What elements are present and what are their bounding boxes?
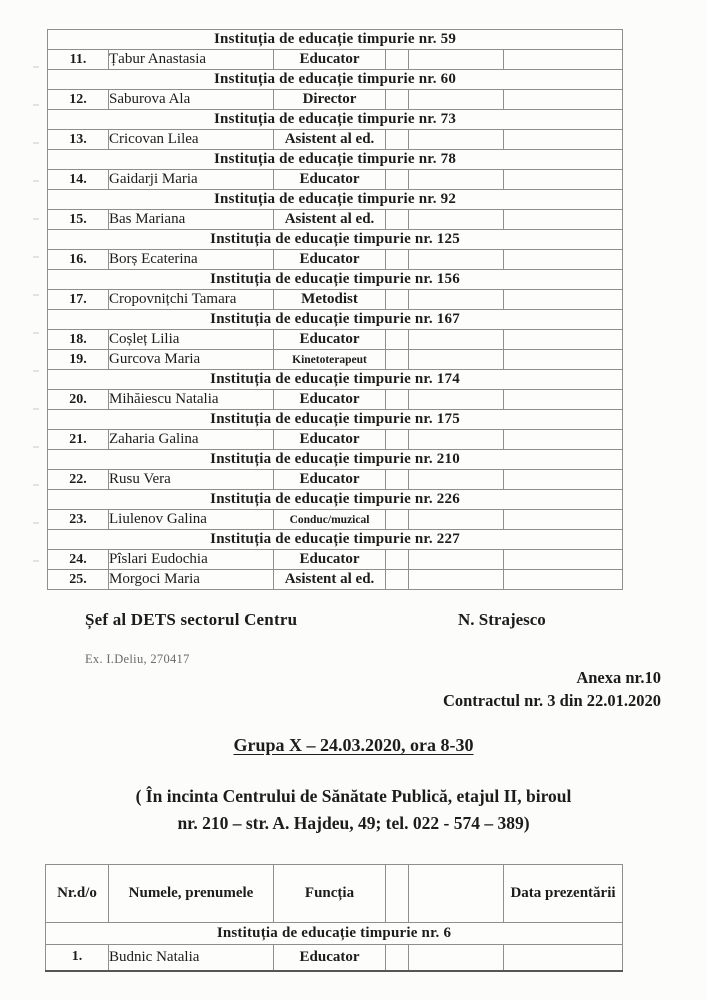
person-row [48,330,623,350]
person-name: Borș Ecaterina [109,250,274,270]
institution-row [48,30,623,50]
person-name: Gaidarji Maria [109,170,274,190]
annex-line-2: Contractul nr. 3 din 22.01.2020 [442,691,661,710]
empty-cell [386,570,409,590]
person-row [48,390,623,410]
row-number: 25. [48,570,109,590]
person-function: Asistent al ed. [274,570,386,590]
annex-line-1: Anexa nr.10 [576,668,661,687]
empty-cell [409,430,504,450]
institution-label: Instituția de educație timpurie nr. 60 [48,70,623,90]
institution-row [48,230,623,250]
empty-cell [504,550,623,570]
person-row [48,90,623,110]
empty-cell [504,945,623,971]
institution-label: Instituția de educație timpurie nr. 167 [48,310,623,330]
person-row [48,570,623,590]
row-number: 1. [46,945,109,971]
empty-cell [386,550,409,570]
person-function: Educator [274,470,386,490]
institution-label: Instituția de educație timpurie nr. 6 [46,923,623,945]
empty-cell [409,390,504,410]
row-number: 23. [48,510,109,530]
row-number: 20. [48,390,109,410]
empty-cell [504,250,623,270]
empty-cell [386,390,409,410]
empty-cell [409,350,504,370]
person-name: Saburova Ala [109,90,274,110]
institution-row [48,410,623,430]
empty-cell [504,390,623,410]
person-row [48,210,623,230]
institution-label: Instituția de educație timpurie nr. 210 [48,450,623,470]
empty-cell [504,510,623,530]
person-name: Pîslari Eudochia [109,550,274,570]
row-number: 21. [48,430,109,450]
empty-cell [504,90,623,110]
person-function: Educator [274,170,386,190]
institution-row [48,530,623,550]
empty-cell [386,50,409,70]
group-heading: Grupa X – 24.03.2020, ora 8-30 [233,735,474,755]
person-row [48,250,623,270]
person-row [48,290,623,310]
empty-cell [504,130,623,150]
empty-cell [386,210,409,230]
empty-cell [409,130,504,150]
row-number: 19. [48,350,109,370]
empty-cell [409,510,504,530]
person-function: Asistent al ed. [274,130,386,150]
empty-cell [409,50,504,70]
lower-table-header-row [46,865,623,923]
empty-cell [504,330,623,350]
row-number: 11. [48,50,109,70]
institution-row [48,450,623,470]
column-header: Nr.d/o [46,865,109,923]
venue-address [30,783,677,837]
empty-cell [386,945,409,971]
institution-label: Instituția de educație timpurie nr. 78 [48,150,623,170]
empty-cell [409,290,504,310]
empty-cell [409,570,504,590]
institution-row [48,110,623,130]
institution-row [48,70,623,90]
empty-cell [504,50,623,70]
roster-table-lower [45,864,623,972]
empty-cell [504,570,623,590]
person-row [48,550,623,570]
person-name: Cricovan Lilea [109,130,274,150]
column-header: Data prezentării [504,865,623,923]
empty-cell [409,170,504,190]
person-name: Mihăiescu Natalia [109,390,274,410]
empty-cell [504,170,623,190]
empty-cell [409,250,504,270]
signature-name: N. Strajesco [458,610,546,629]
column-header-empty [409,865,504,923]
row-number: 15. [48,210,109,230]
person-name: Morgoci Maria [109,570,274,590]
empty-cell [409,90,504,110]
person-row [46,945,623,971]
institution-row [48,370,623,390]
person-function: Director [274,90,386,110]
person-function: Educator [274,50,386,70]
person-row [48,510,623,530]
empty-cell [386,470,409,490]
row-number: 22. [48,470,109,490]
institution-label: Instituția de educație timpurie nr. 227 [48,530,623,550]
person-row [48,350,623,370]
institution-label: Instituția de educație timpurie nr. 59 [48,30,623,50]
person-function: Educator [274,250,386,270]
person-row [48,170,623,190]
institution-label: Instituția de educație timpurie nr. 174 [48,370,623,390]
person-function: Asistent al ed. [274,210,386,230]
roster-table-upper [47,29,623,590]
empty-cell [504,350,623,370]
annex-block [443,666,661,712]
empty-cell [504,210,623,230]
empty-cell [409,550,504,570]
empty-cell [386,130,409,150]
person-name: Gurcova Maria [109,350,274,370]
empty-cell [409,470,504,490]
person-name: Liulenov Galina [109,510,274,530]
venue-line-2: nr. 210 – str. A. Hajdeu, 49; tel. 022 - 574 – 389) [177,813,530,833]
empty-cell [386,350,409,370]
institution-label: Instituția de educație timpurie nr. 73 [48,110,623,130]
person-row [48,470,623,490]
institution-row [48,190,623,210]
institution-row [46,923,623,945]
empty-cell [386,330,409,350]
institution-row [48,310,623,330]
empty-cell [386,250,409,270]
institution-row [48,150,623,170]
person-function: Educator [274,550,386,570]
executor-note: Ex. I.Deliu, 270417 [85,652,190,666]
row-number: 24. [48,550,109,570]
empty-cell [409,210,504,230]
empty-cell [386,90,409,110]
person-name: Bas Mariana [109,210,274,230]
empty-cell [386,510,409,530]
institution-row [48,270,623,290]
roster-table-upper-body [48,30,623,590]
person-name: Coșleț Lilia [109,330,274,350]
row-number: 17. [48,290,109,310]
person-row [48,130,623,150]
person-function: Conduc/muzical [274,510,386,530]
row-number: 12. [48,90,109,110]
row-number: 13. [48,130,109,150]
empty-cell [504,430,623,450]
empty-cell [504,470,623,490]
person-row [48,430,623,450]
person-function: Educator [274,390,386,410]
person-name: Zaharia Galina [109,430,274,450]
person-function: Metodist [274,290,386,310]
person-function: Educator [274,430,386,450]
scan-artifacts [33,30,39,590]
institution-row [48,490,623,510]
empty-cell [386,430,409,450]
roster-table-lower-body [46,923,623,971]
person-function: Kinetoterapeut [274,350,386,370]
institution-label: Instituția de educație timpurie nr. 125 [48,230,623,250]
column-header: Funcția [274,865,386,923]
person-name: Budnic Natalia [109,945,274,971]
row-number: 18. [48,330,109,350]
person-function: Educator [274,945,386,971]
empty-cell [504,290,623,310]
empty-cell [409,330,504,350]
person-name: Rusu Vera [109,470,274,490]
person-name: Țabur Anastasia [109,50,274,70]
person-function: Educator [274,330,386,350]
venue-line-1: ( În incinta Centrului de Sănătate Publică, etajul II, biroul [135,786,572,806]
empty-cell [386,290,409,310]
empty-cell [409,945,504,971]
row-number: 16. [48,250,109,270]
institution-label: Instituția de educație timpurie nr. 226 [48,490,623,510]
institution-label: Instituția de educație timpurie nr. 156 [48,270,623,290]
empty-cell [386,170,409,190]
column-header-empty [386,865,409,923]
person-name: Cropovnițchi Tamara [109,290,274,310]
row-number: 14. [48,170,109,190]
institution-label: Instituția de educație timpurie nr. 175 [48,410,623,430]
column-header: Numele, prenumele [109,865,274,923]
person-row [48,50,623,70]
institution-label: Instituția de educație timpurie nr. 92 [48,190,623,210]
signature-title: Șef al DETS sectorul Centru [85,610,298,629]
